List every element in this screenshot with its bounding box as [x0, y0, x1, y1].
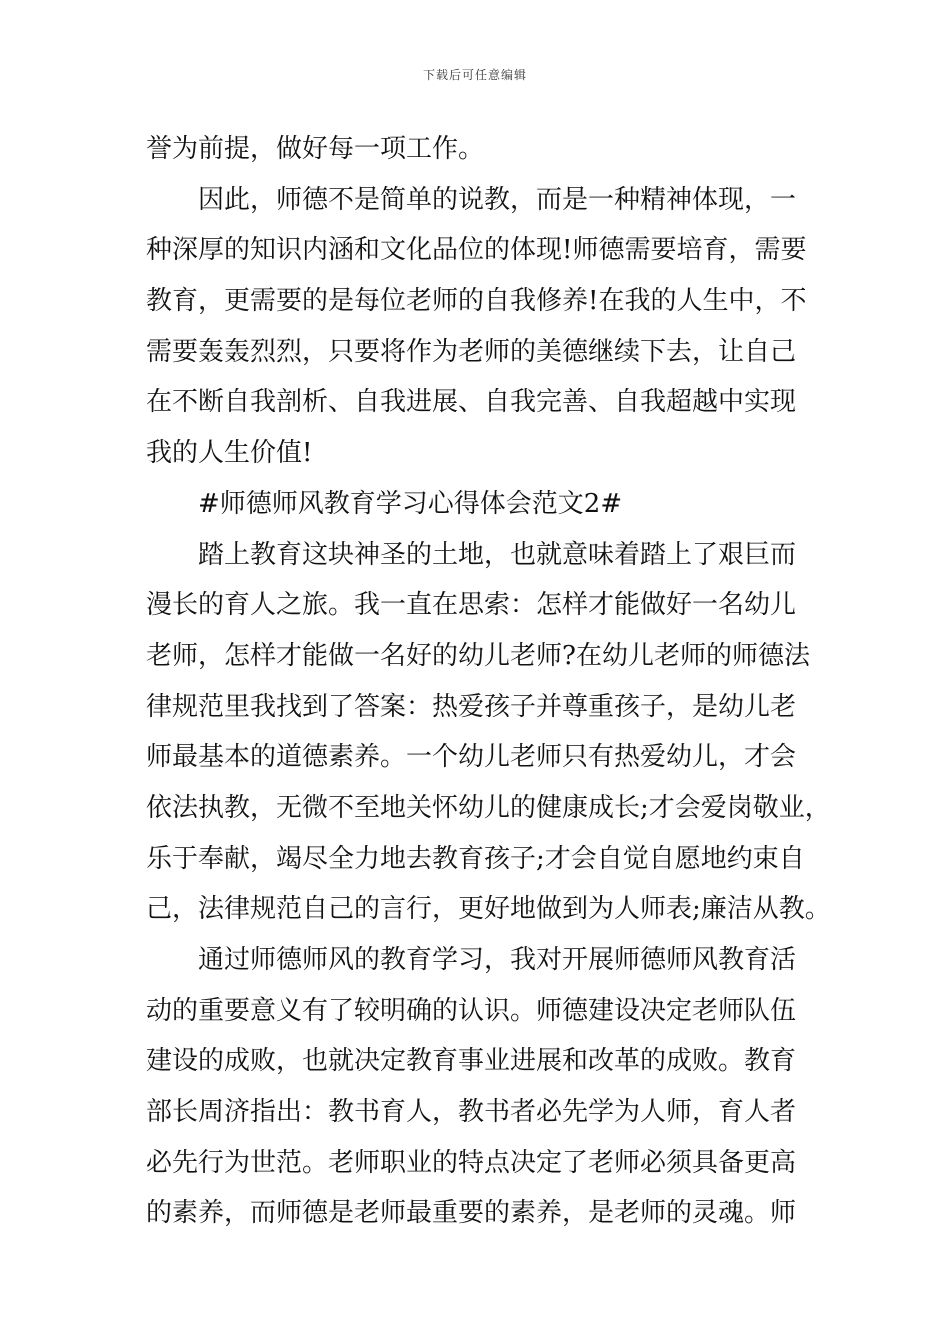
text-line: 誉为前提，做好每一项工作。: [146, 134, 485, 164]
text-line: 在不断自我剖析、自我进展、自我完善、自我超越中实现: [146, 387, 797, 418]
text-line: 部长周济指出：教书育人，教书者必先学为人师，育人者: [146, 1097, 797, 1128]
text-line: 己，法律规范自己的言行，更好地做到为人师表;廉洁从教。: [146, 894, 831, 925]
paragraph-start-line: 因此，师德不是简单的说教，而是一种精神体现，一: [198, 184, 797, 215]
text-line: 动的重要意义有了较明确的认识。师德建设决定老师队伍: [146, 995, 797, 1026]
paragraph-start-line: 通过师德师风的教育学习，我对开展师德师风教育活: [198, 945, 797, 975]
text-line: 漫长的育人之旅。我一直在思索：怎样才能做好一名幼儿: [146, 590, 797, 621]
text-line: 师最基本的道德素养。一个幼儿老师只有热爱幼儿，才会: [146, 742, 797, 773]
text-line: 乐于奉献，竭尽全力地去教育孩子;才会自觉自愿地约束自: [146, 843, 805, 874]
text-line: 律规范里我找到了答案：热爱孩子并尊重孩子，是幼儿老: [146, 691, 797, 722]
text-line: 需要轰轰烈烈，只要将作为老师的美德继续下去，让自己: [146, 336, 797, 367]
text-line: 的素养，而师德是老师最重要的素养，是老师的灵魂。师: [146, 1198, 797, 1229]
section-heading: #师德师风教育学习心得体会范文2#: [198, 488, 623, 519]
text-line: 必先行为世范。老师职业的特点决定了老师必须具备更高: [146, 1147, 797, 1178]
text-line: 依法执教，无微不至地关怀幼儿的健康成长;才会爱岗敬业，: [146, 792, 831, 823]
document-body: [146, 124, 831, 1239]
text-line: 老师，怎样才能做一名好的幼儿老师?在幼儿老师的师德法: [146, 640, 810, 671]
text-line: 种深厚的知识内涵和文化品位的体现!师德需要培育，需要: [146, 235, 807, 266]
text-line: 教育，更需要的是每位老师的自我修养!在我的人生中，不: [146, 286, 807, 317]
text-line: 我的人生价值!: [146, 438, 313, 469]
text-line: 建设的成败，也就决定教育事业进展和改革的成败。教育: [146, 1046, 797, 1077]
download-note: 下载后可任意编辑: [422, 68, 527, 82]
paragraph-start-line: 踏上教育这块神圣的土地，也就意味着踏上了艰巨而: [198, 539, 797, 570]
